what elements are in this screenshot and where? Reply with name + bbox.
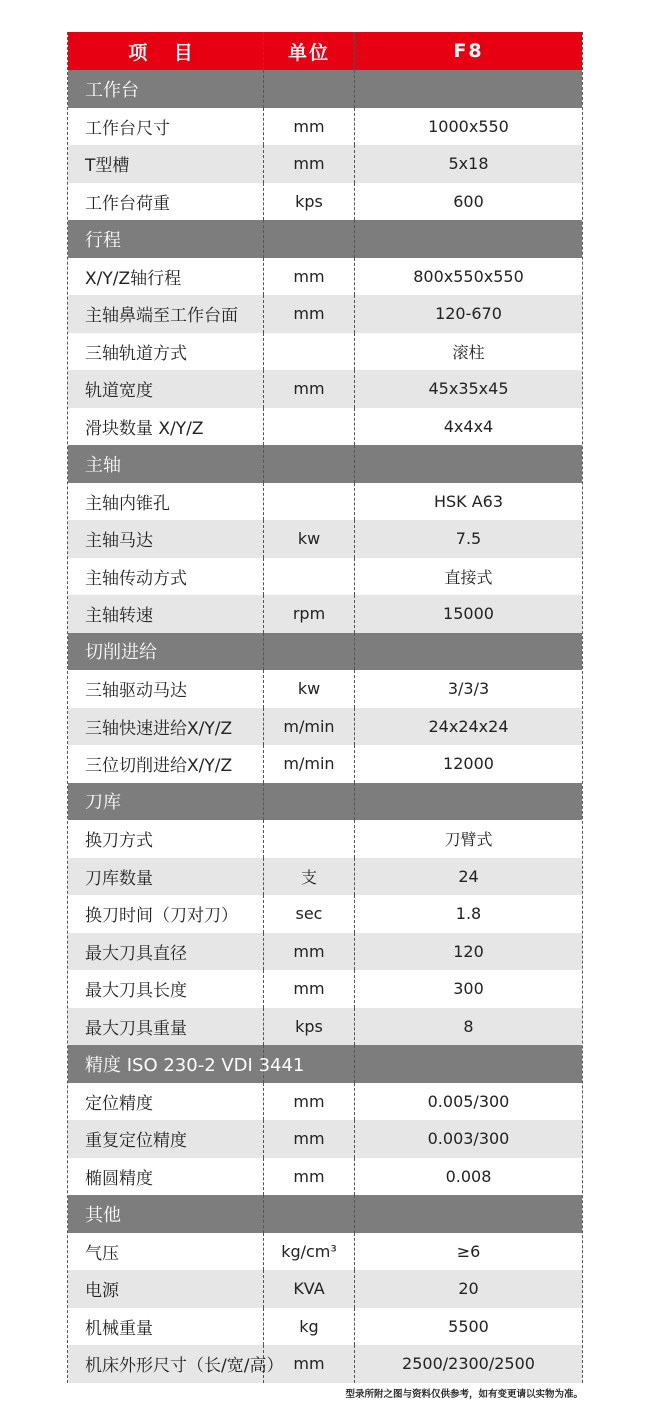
- value-cell: [355, 220, 582, 258]
- value-cell: [355, 595, 582, 633]
- value-cell: [355, 70, 582, 108]
- value-cell: [355, 370, 582, 408]
- table-row: [68, 1270, 582, 1308]
- value-cell: [355, 745, 582, 783]
- value-cell: [355, 1270, 582, 1308]
- unit-cell: [264, 1120, 355, 1158]
- value-text: 24: [458, 866, 479, 886]
- value-text: 300: [453, 979, 484, 999]
- section-row: [68, 1045, 582, 1083]
- table-row: [68, 145, 582, 183]
- section-row: [68, 1195, 582, 1233]
- value-cell: [355, 708, 582, 746]
- item-label: 轨道宽度: [68, 370, 264, 408]
- value-text: 600: [453, 191, 484, 211]
- item-label: 主轴内锥孔: [68, 483, 264, 521]
- unit-cell: [264, 483, 355, 521]
- value-text: 800x550x550: [413, 266, 524, 286]
- value-cell: [355, 970, 582, 1008]
- value-text: 0.008: [445, 1166, 492, 1186]
- unit-cell: [264, 145, 355, 183]
- unit-text: kw: [297, 529, 321, 549]
- item-label: 最大刀具长度: [68, 970, 264, 1008]
- unit-text: mm: [293, 379, 325, 399]
- value-cell: [355, 1045, 582, 1083]
- value-cell: [355, 633, 582, 671]
- unit-cell: [264, 220, 355, 258]
- section-row: [68, 220, 582, 258]
- value-cell: [355, 183, 582, 221]
- unit-text: KVA: [293, 1279, 325, 1299]
- table-row: [68, 708, 582, 746]
- value-cell: [355, 558, 582, 596]
- unit-cell: [264, 1083, 355, 1121]
- unit-cell: [264, 70, 355, 108]
- item-label: 电源: [68, 1270, 264, 1308]
- value-text: 滚柱: [452, 342, 485, 362]
- value-cell: [355, 258, 582, 296]
- item-label: 换刀时间（刀对刀）: [68, 895, 264, 933]
- table-row: [68, 820, 582, 858]
- value-text: 0.005/300: [427, 1091, 510, 1111]
- unit-text: mm: [293, 979, 325, 999]
- section-title: 工作台: [68, 70, 264, 108]
- unit-cell: [264, 558, 355, 596]
- item-label: 三轴轨道方式: [68, 333, 264, 371]
- header-unit: 单位: [264, 32, 355, 70]
- value-cell: [355, 895, 582, 933]
- unit-cell: [264, 783, 355, 821]
- table-row: [68, 595, 582, 633]
- unit-cell: [264, 933, 355, 971]
- table-row: [68, 483, 582, 521]
- table-row: [68, 895, 582, 933]
- item-label: X/Y/Z轴行程: [68, 258, 264, 296]
- unit-text: m/min: [283, 716, 335, 736]
- value-text: 5500: [448, 1316, 489, 1336]
- table-row: [68, 1083, 582, 1121]
- value-cell: [355, 858, 582, 896]
- section-title: 其他: [68, 1195, 264, 1233]
- unit-text: kw: [297, 679, 321, 699]
- unit-cell: [264, 520, 355, 558]
- value-cell: [355, 145, 582, 183]
- value-cell: [355, 1233, 582, 1271]
- value-text: 刀臂式: [444, 830, 493, 850]
- value-text: ≥6: [456, 1241, 481, 1261]
- unit-cell: [264, 408, 355, 446]
- table-row: [68, 745, 582, 783]
- table-body: [68, 70, 582, 1383]
- value-cell: [355, 1158, 582, 1196]
- unit-text: kg: [299, 1316, 319, 1336]
- value-text: 3/3/3: [447, 679, 490, 699]
- item-label: 三轴驱动马达: [68, 670, 264, 708]
- unit-cell: [264, 183, 355, 221]
- value-cell: [355, 1195, 582, 1233]
- value-cell: [355, 933, 582, 971]
- table-row: [68, 1120, 582, 1158]
- value-cell: [355, 783, 582, 821]
- item-label: 主轴转速: [68, 595, 264, 633]
- unit-cell: [264, 895, 355, 933]
- value-cell: [355, 445, 582, 483]
- value-text: 45x35x45: [428, 379, 509, 399]
- value-text: 15000: [443, 604, 494, 624]
- table-row: [68, 1233, 582, 1271]
- unit-cell: [264, 970, 355, 1008]
- value-text: 8: [463, 1016, 474, 1036]
- unit-cell: [264, 633, 355, 671]
- value-text: 1000x550: [428, 116, 509, 136]
- item-label: 机床外形尺寸（长/宽/高）: [68, 1345, 264, 1383]
- table-row: [68, 370, 582, 408]
- value-text: 5x18: [448, 154, 489, 174]
- value-cell: [355, 670, 582, 708]
- value-text: 2500/2300/2500: [402, 1354, 535, 1374]
- value-text: 12000: [443, 754, 494, 774]
- unit-text: mm: [293, 1129, 325, 1149]
- table-row: [68, 108, 582, 146]
- unit-cell: [264, 258, 355, 296]
- table-header: [68, 32, 582, 70]
- value-cell: [355, 333, 582, 371]
- unit-text: mm: [293, 1091, 325, 1111]
- unit-cell: [264, 333, 355, 371]
- unit-cell: [264, 295, 355, 333]
- value-text: 直接式: [444, 567, 493, 587]
- section-title: 刀库: [68, 783, 264, 821]
- unit-cell: [264, 858, 355, 896]
- unit-text: mm: [293, 154, 325, 174]
- table-row: [68, 670, 582, 708]
- unit-text: kps: [295, 1016, 323, 1036]
- value-cell: [355, 1083, 582, 1121]
- unit-cell: [264, 1233, 355, 1271]
- unit-cell: [264, 708, 355, 746]
- value-cell: [355, 1308, 582, 1346]
- unit-cell: [264, 820, 355, 858]
- item-label: 三位切削进给X/Y/Z: [68, 745, 264, 783]
- table-row: [68, 333, 582, 371]
- unit-text: rpm: [292, 604, 326, 624]
- item-label: 最大刀具直径: [68, 933, 264, 971]
- item-label: 椭圆精度: [68, 1158, 264, 1196]
- section-title: 主轴: [68, 445, 264, 483]
- section-row: [68, 70, 582, 108]
- value-text: 4x4x4: [443, 416, 494, 436]
- table-row: [68, 858, 582, 896]
- value-cell: [355, 520, 582, 558]
- item-label: 气压: [68, 1233, 264, 1271]
- item-label: 重复定位精度: [68, 1120, 264, 1158]
- unit-cell: [264, 595, 355, 633]
- unit-cell: [264, 670, 355, 708]
- value-cell: [355, 820, 582, 858]
- value-text: 7.5: [455, 529, 482, 549]
- value-cell: [355, 1008, 582, 1046]
- table-row: [68, 183, 582, 221]
- unit-text: sec: [295, 904, 323, 924]
- unit-cell: [264, 108, 355, 146]
- footnote: 型录所附之图与资料仅供参考，如有变更请以实物为准。: [345, 1389, 583, 1400]
- table-row: [68, 1345, 582, 1383]
- spec-table: [67, 32, 583, 1383]
- value-text: 1.8: [455, 904, 482, 924]
- header-model: F8: [453, 40, 484, 62]
- value-text: 120: [453, 941, 484, 961]
- section-title: 行程: [68, 220, 264, 258]
- item-label: 最大刀具重量: [68, 1008, 264, 1046]
- value-text: 120-670: [435, 304, 502, 324]
- unit-text: mm: [293, 266, 325, 286]
- item-label: 定位精度: [68, 1083, 264, 1121]
- unit-cell: [264, 1345, 355, 1383]
- unit-text: mm: [293, 116, 325, 136]
- unit-text: m/min: [283, 754, 335, 774]
- unit-cell: [264, 745, 355, 783]
- table-row: [68, 558, 582, 596]
- unit-cell: [264, 1158, 355, 1196]
- value-cell: [355, 408, 582, 446]
- unit-text: mm: [293, 304, 325, 324]
- unit-cell: [264, 1308, 355, 1346]
- unit-text: kps: [295, 191, 323, 211]
- table-row: [68, 295, 582, 333]
- table-row: [68, 1158, 582, 1196]
- item-label: 换刀方式: [68, 820, 264, 858]
- item-label: 主轴传动方式: [68, 558, 264, 596]
- section-row: [68, 445, 582, 483]
- item-label: T型槽: [68, 145, 264, 183]
- value-text: HSK A63: [433, 491, 504, 511]
- header-item: 项 目: [68, 32, 264, 70]
- unit-cell: [264, 1195, 355, 1233]
- value-cell: [355, 1345, 582, 1383]
- table-row: [68, 258, 582, 296]
- value-cell: [355, 295, 582, 333]
- value-text: 20: [458, 1279, 479, 1299]
- value-cell: [355, 108, 582, 146]
- value-text: 24x24x24: [428, 716, 509, 736]
- unit-cell: [264, 1270, 355, 1308]
- value-cell: [355, 1120, 582, 1158]
- unit-cell: [264, 1045, 355, 1083]
- unit-text: mm: [293, 1354, 325, 1374]
- item-label: 三轴快速进给X/Y/Z: [68, 708, 264, 746]
- item-label: 主轴马达: [68, 520, 264, 558]
- unit-text: 支: [300, 867, 317, 887]
- table-row: [68, 1308, 582, 1346]
- unit-cell: [264, 445, 355, 483]
- unit-text: kg/cm³: [281, 1241, 337, 1261]
- unit-text: mm: [293, 941, 325, 961]
- table-row: [68, 408, 582, 446]
- table-row: [68, 1008, 582, 1046]
- section-row: [68, 783, 582, 821]
- item-label: 工作台尺寸: [68, 108, 264, 146]
- item-label: 工作台荷重: [68, 183, 264, 221]
- table-row: [68, 970, 582, 1008]
- item-label: 刀库数量: [68, 858, 264, 896]
- table-row: [68, 520, 582, 558]
- section-title: 精度 ISO 230-2 VDI 3441: [68, 1045, 264, 1083]
- unit-cell: [264, 370, 355, 408]
- value-cell: [355, 483, 582, 521]
- unit-cell: [264, 1008, 355, 1046]
- section-row: [68, 633, 582, 671]
- value-text: 0.003/300: [427, 1129, 510, 1149]
- item-label: 主轴鼻端至工作台面: [68, 295, 264, 333]
- item-label: 滑块数量 X/Y/Z: [68, 408, 264, 446]
- unit-text: mm: [293, 1166, 325, 1186]
- section-title: 切削进给: [68, 633, 264, 671]
- table-row: [68, 933, 582, 971]
- item-label: 机械重量: [68, 1308, 264, 1346]
